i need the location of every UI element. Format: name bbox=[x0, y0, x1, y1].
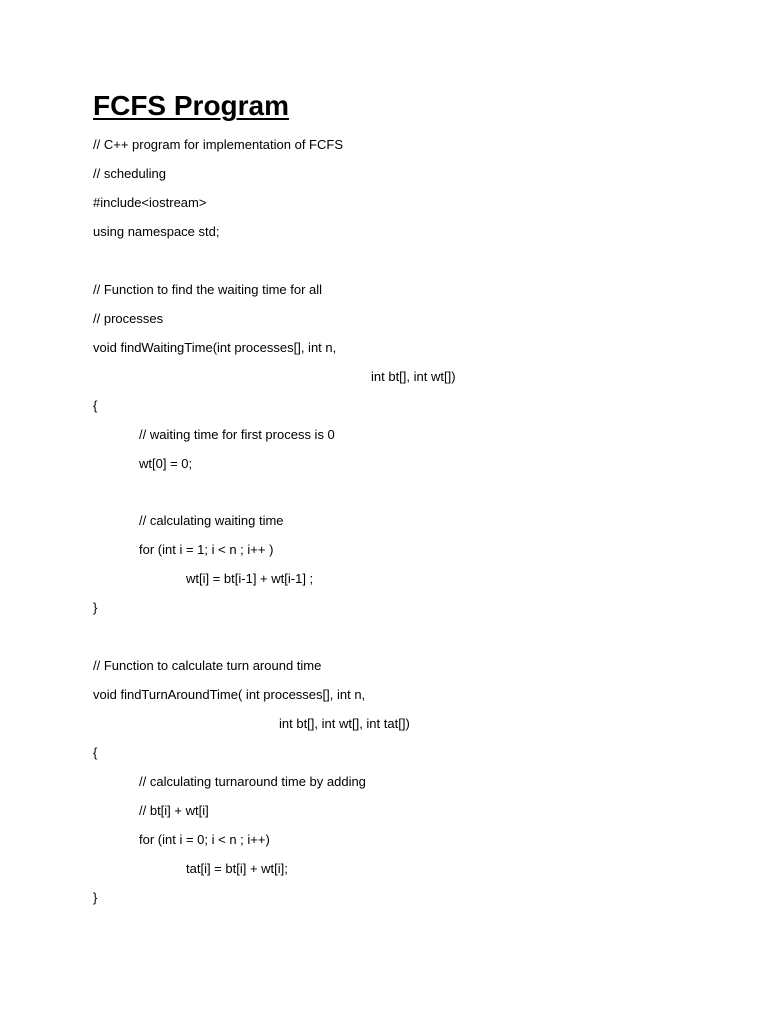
code-line: tat[i] = bt[i] + wt[i]; bbox=[186, 861, 288, 876]
code-line: // bt[i] + wt[i] bbox=[139, 803, 209, 818]
code-line: } bbox=[93, 890, 98, 905]
code-line: wt[0] = 0; bbox=[139, 456, 193, 471]
code-line: int bt[], int wt[], int tat[]) bbox=[279, 716, 410, 731]
code-line: #include<iostream> bbox=[93, 195, 207, 210]
code-line: { bbox=[93, 398, 98, 413]
code-line: int bt[], int wt[]) bbox=[371, 369, 456, 384]
code-line: void findWaitingTime(int processes[], int n, bbox=[93, 340, 337, 355]
code-line: for (int i = 1; i < n ; i++ ) bbox=[139, 542, 274, 557]
code-line: // Function to calculate turn around time bbox=[93, 658, 322, 673]
code-line: using namespace std; bbox=[93, 224, 220, 239]
code-line: // C++ program for implementation of FCFS bbox=[93, 137, 343, 152]
document-title: FCFS Program bbox=[93, 90, 290, 121]
code-line: // Function to find the waiting time for all bbox=[93, 282, 323, 297]
code-line: } bbox=[93, 600, 98, 615]
code-line: void findTurnAroundTime( int processes[], int n, bbox=[93, 687, 366, 702]
code-line: wt[i] = bt[i-1] + wt[i-1] ; bbox=[186, 571, 314, 586]
code-line: // waiting time for first process is 0 bbox=[139, 427, 335, 442]
code-line: { bbox=[93, 745, 98, 760]
code-line: // calculating waiting time bbox=[139, 513, 284, 528]
code-line: for (int i = 0; i < n ; i++) bbox=[139, 832, 270, 847]
code-line: // calculating turnaround time by adding bbox=[139, 774, 366, 789]
code-line: // scheduling bbox=[93, 166, 166, 181]
code-line: // processes bbox=[93, 311, 164, 326]
